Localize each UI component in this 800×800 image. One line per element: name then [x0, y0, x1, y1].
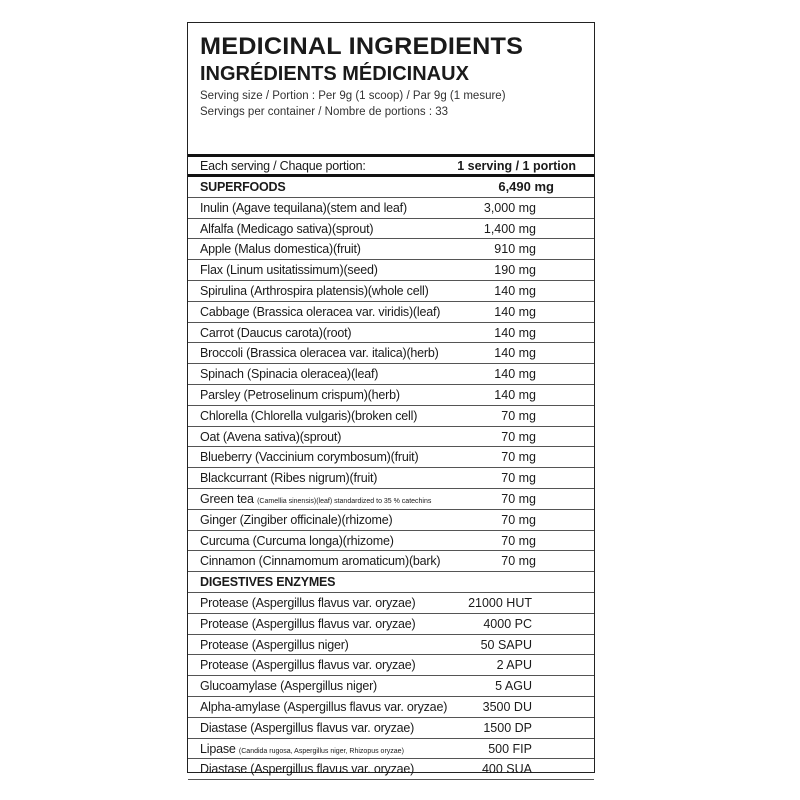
table-row	[188, 385, 594, 406]
table-row	[188, 635, 594, 656]
ingredient-amount: 70 mg	[501, 408, 536, 423]
table-row	[188, 364, 594, 385]
ingredient-name-text: Blackcurrant (Ribes nigrum)(fruit)	[200, 471, 378, 486]
ingredient-name	[200, 198, 407, 219]
ingredient-amount: 70 mg	[501, 512, 536, 527]
ingredient-name-text: Diastase (Aspergillus flavus var. oryzae)	[200, 762, 415, 777]
ingredient-name	[200, 697, 447, 718]
ingredient-name-text: Alfalfa (Medicago sativa)(sprout)	[200, 221, 374, 236]
serving-size: Serving size / Portion : Per 9g (1 scoop) / Par 9g (1 mesure)	[200, 90, 506, 102]
ingredient-note: (Candida rugosa, Aspergillus niger, Rhizopus oryzae)	[238, 747, 404, 755]
table-row	[188, 427, 594, 448]
table-row	[188, 676, 594, 697]
ingredient-name	[200, 323, 351, 344]
ingredient-amount: 500 FIP	[488, 741, 532, 756]
ingredient-amount: 70 mg	[501, 450, 536, 465]
table-row	[188, 447, 594, 468]
ingredient-name-text: Protease (Aspergillus niger)	[200, 637, 349, 652]
table-header-row	[188, 154, 594, 177]
ingredient-name-text: Protease (Aspergillus flavus var. oryzae)	[200, 616, 416, 631]
title-french: INGRÉDIENTS MÉDICINAUX	[200, 63, 469, 85]
table-row	[188, 323, 594, 344]
ingredient-amount: 1500 DP	[483, 720, 532, 735]
ingredient-amount: 3,000 mg	[483, 200, 536, 215]
table-row	[188, 489, 594, 510]
table-row	[188, 302, 594, 323]
ingredient-name-text: Apple (Malus domestica)(fruit)	[200, 242, 361, 257]
section-superfoods	[188, 177, 594, 198]
ingredient-name-text: Spirulina (Arthrospira platensis)(whole cell)	[200, 283, 429, 298]
ingredient-name-text: Cabbage (Brassica oleracea var. viridis)(leaf)	[200, 304, 441, 319]
table-row	[188, 198, 594, 219]
ingredients-panel	[187, 22, 595, 777]
ingredient-amount: 910 mg	[494, 242, 536, 257]
ingredient-name	[200, 759, 414, 780]
table-row	[188, 759, 594, 780]
ingredient-name-text: Parsley (Petroselinum crispum)(herb)	[200, 387, 400, 402]
ingredient-amount: 70 mg	[501, 554, 536, 569]
table-row	[188, 239, 594, 260]
ingredient-amount: 140 mg	[494, 367, 536, 382]
ingredient-name	[200, 219, 373, 240]
table-row	[188, 739, 594, 760]
table-row	[188, 406, 594, 427]
ingredient-amount: 21000 HUT	[468, 595, 532, 610]
ingredient-amount: 3500 DU	[482, 699, 532, 714]
ingredient-name-text: Glucoamylase (Aspergillus niger)	[200, 679, 378, 694]
ingredient-name	[200, 302, 440, 323]
ingredient-name	[200, 531, 394, 552]
section-label: SUPERFOODS	[200, 180, 286, 194]
ingredients-table	[188, 152, 594, 780]
ingredient-amount: 2 APU	[496, 658, 532, 673]
ingredient-amount: 140 mg	[494, 387, 536, 402]
table-row	[188, 697, 594, 718]
ingredient-note: (Camellia sinensis)(leaf) standardized to 35 % catechins	[257, 497, 432, 505]
ingredient-name-text: Diastase (Aspergillus flavus var. oryzae)	[200, 720, 415, 735]
ingredient-amount: 70 mg	[501, 471, 536, 486]
table-row	[188, 260, 594, 281]
ingredient-name	[200, 510, 392, 531]
ingredient-name	[200, 551, 440, 572]
ingredient-amount: 400 SUA	[481, 762, 532, 777]
ingredient-name-text: Inulin (Agave tequilana)(stem and leaf)	[200, 200, 407, 215]
section-enzymes	[188, 572, 594, 593]
ingredient-name	[200, 468, 377, 489]
title-english: MEDICINAL INGREDIENTS	[200, 33, 524, 60]
ingredient-name	[200, 364, 378, 385]
table-row	[188, 343, 594, 364]
table-row	[188, 655, 594, 676]
ingredient-name	[200, 676, 377, 697]
table-row	[188, 531, 594, 552]
ingredient-name-text: Lipase	[200, 741, 236, 756]
ingredient-name-text: Spinach (Spinacia oleracea)(leaf)	[200, 367, 379, 382]
ingredient-amount: 70 mg	[501, 429, 536, 444]
ingredient-name	[200, 655, 416, 676]
ingredient-name-text: Ginger (Zingiber officinale)(rhizome)	[200, 512, 393, 527]
ingredient-name	[200, 718, 414, 739]
ingredient-amount: 140 mg	[494, 304, 536, 319]
ingredient-name	[200, 385, 400, 406]
enzymes-list	[188, 593, 594, 780]
ingredient-name-text: Green tea	[200, 491, 254, 506]
ingredient-name-text: Curcuma (Curcuma longa)(rhizome)	[200, 533, 394, 548]
ingredient-amount: 5 AGU	[495, 679, 532, 694]
ingredient-amount: 4000 PC	[483, 616, 532, 631]
ingredient-name-text: Broccoli (Brassica oleracea var. italica)(herb)	[200, 346, 439, 361]
ingredient-name-text: Carrot (Daucus carota)(root)	[200, 325, 352, 340]
ingredient-name	[200, 343, 439, 364]
ingredient-name-text: Protease (Aspergillus flavus var. oryzae)	[200, 658, 416, 673]
table-row	[188, 593, 594, 614]
table-row	[188, 551, 594, 572]
ingredient-name	[200, 406, 417, 427]
table-row	[188, 614, 594, 635]
table-row	[188, 718, 594, 739]
ingredient-amount: 50 SAPU	[480, 637, 532, 652]
table-row	[188, 468, 594, 489]
ingredient-amount: 70 mg	[501, 533, 536, 548]
ingredient-amount: 140 mg	[494, 346, 536, 361]
ingredient-name	[200, 614, 416, 635]
table-row	[188, 219, 594, 240]
ingredient-name	[200, 635, 349, 656]
ingredient-name-text: Protease (Aspergillus flavus var. oryzae)	[200, 595, 416, 610]
ingredient-name	[200, 447, 418, 468]
table-header-label: Each serving / Chaque portion:	[200, 159, 366, 173]
panel-header	[188, 23, 594, 120]
ingredient-amount: 190 mg	[494, 263, 536, 278]
ingredient-amount: 140 mg	[494, 283, 536, 298]
table-row	[188, 281, 594, 302]
ingredient-name	[200, 427, 341, 448]
ingredient-name-text: Oat (Avena sativa)(sprout)	[200, 429, 342, 444]
ingredient-name-text: Alpha-amylase (Aspergillus flavus var. oryzae)	[200, 699, 448, 714]
section-total: 6,490 mg	[498, 179, 554, 194]
ingredient-name	[200, 593, 416, 614]
ingredient-name	[200, 281, 429, 302]
ingredient-name-text: Cinnamon (Cinnamomum aromaticum)(bark)	[200, 554, 441, 569]
ingredient-name-text: Flax (Linum usitatissimum)(seed)	[200, 263, 378, 278]
superfoods-list	[188, 198, 594, 572]
ingredient-name-text: Blueberry (Vaccinium corymbosum)(fruit)	[200, 450, 419, 465]
servings-per-container: Servings per container / Nombre de portions : 33	[200, 106, 449, 118]
ingredient-name	[200, 260, 378, 281]
ingredient-name-text: Chlorella (Chlorella vulgaris)(broken cell)	[200, 408, 418, 423]
ingredient-name	[200, 239, 361, 260]
ingredient-amount: 1,400 mg	[483, 221, 536, 236]
ingredient-amount: 140 mg	[494, 325, 536, 340]
ingredient-amount: 70 mg	[501, 491, 536, 506]
table-row	[188, 510, 594, 531]
section-label: DIGESTIVES ENZYMES	[200, 575, 336, 590]
table-header-value: 1 serving / 1 portion	[457, 159, 576, 173]
